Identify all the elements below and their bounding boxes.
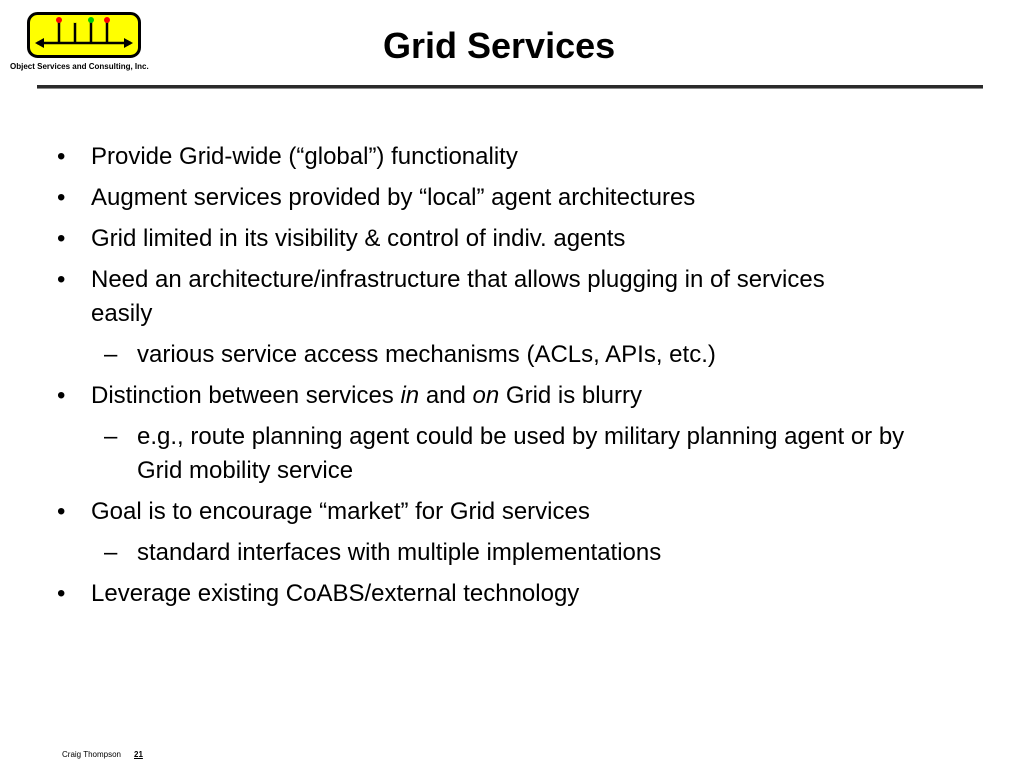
bullet-marker: • (57, 498, 66, 525)
bullet-item (0, 495, 1024, 529)
footer-author: Craig Thompson (62, 750, 121, 759)
dash-marker: – (104, 539, 118, 566)
sub-bullet-item (0, 338, 1024, 372)
bullet-text: Goal is to encourage “market” for Grid services (91, 498, 590, 525)
bullet-marker: • (57, 580, 66, 607)
text-run: Distinction between services (91, 382, 401, 409)
bullet-text: various service access mechanisms (ACLs, APIs, etc.) (137, 341, 716, 368)
bullet-text: Leverage existing CoABS/external technology (91, 580, 580, 607)
bullet-text: standard interfaces with multiple implementations (137, 539, 662, 566)
osc-logo-icon (27, 12, 141, 58)
bullet-item (0, 222, 1024, 256)
bullet-marker: • (57, 225, 66, 252)
bullet-item (0, 379, 1024, 413)
bullet-item (0, 263, 1024, 331)
bullet-marker: • (57, 143, 66, 170)
bullet-marker: • (57, 266, 66, 293)
page-number: 21 (134, 750, 143, 759)
bullet-text: e.g., route planning agent could be used by military planning agent or by Grid mobility service (137, 423, 905, 484)
logo-dot (72, 17, 78, 23)
logo-dot (56, 17, 62, 23)
bullet-item (0, 140, 1024, 174)
bullet-text: Augment services provided by “local” agent architectures (91, 184, 696, 211)
bullet-item (0, 577, 1024, 611)
sub-bullet-item (0, 536, 1024, 570)
text-run: and (419, 382, 473, 409)
bullet-text: Provide Grid-wide (“global”) functionality (91, 143, 518, 170)
bullet-marker: • (57, 382, 66, 409)
company-name: Object Services and Consulting, Inc. (10, 62, 149, 71)
dash-marker: – (104, 423, 118, 450)
header-divider (37, 85, 983, 89)
emphasis-text: in (400, 382, 420, 409)
bullet-text: Need an architecture/infrastructure that allows plugging in of services easily (91, 266, 825, 327)
text-run: Grid is blurry (499, 382, 642, 409)
bullet-list (0, 140, 1024, 618)
logo-dot (104, 17, 110, 23)
bullet-item (0, 181, 1024, 215)
bullet-marker: • (57, 184, 66, 211)
bullet-text (91, 379, 891, 413)
dash-marker: – (104, 341, 118, 368)
slide-title: Grid Services (383, 25, 616, 66)
bullet-text: Grid limited in its visibility & control of indiv. agents (91, 225, 626, 252)
logo-dot (88, 17, 94, 23)
emphasis-text: on (472, 382, 500, 409)
sub-bullet-item (0, 420, 1024, 488)
